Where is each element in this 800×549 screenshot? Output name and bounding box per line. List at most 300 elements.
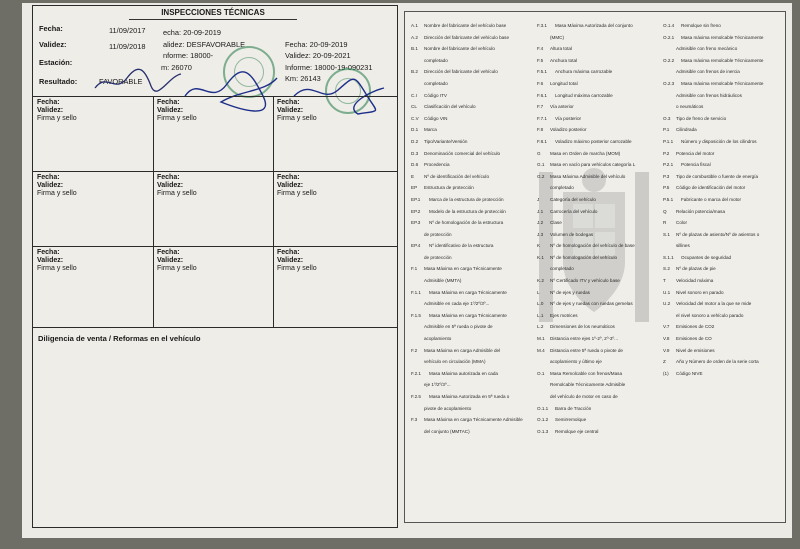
code-entry <box>411 333 523 345</box>
code-id: R <box>663 220 667 226</box>
code-description: Potencia fiscal <box>681 162 711 168</box>
code-id: O.1.3 <box>537 428 549 434</box>
code-description: Masa Máxima en carga Técnicamente Admisible <box>424 417 523 423</box>
code-id: D.2 <box>411 138 419 144</box>
code-entry <box>411 66 523 78</box>
code-description: Voladizo posterior <box>550 127 587 133</box>
code-id: L.2 <box>537 324 544 330</box>
code-description: Masa Remolcable con frenos/Masa <box>550 370 623 376</box>
code-id: F.3.1 <box>537 23 547 28</box>
code-id <box>537 391 550 403</box>
code-description: Color <box>676 220 687 226</box>
code-id <box>411 379 424 391</box>
code-description: Nombre del fabricante del vehículo base <box>424 23 507 28</box>
code-description: Código VIN <box>424 115 448 121</box>
code-description: Remolcable Técnicamente Admisible <box>550 382 626 388</box>
code-entry <box>411 194 523 206</box>
code-description: Número y disposición de los cilindros <box>681 138 757 144</box>
first-estacion-label: Estación: <box>39 58 73 67</box>
code-entry <box>537 90 635 102</box>
code-description: Nº de plazas de asiento/Nº de asientos o <box>676 231 760 237</box>
code-description: Masa Máxima en carga Técnicamente <box>429 312 507 318</box>
code-description: completado <box>550 185 574 191</box>
code-id: C.V <box>411 115 419 121</box>
first-validez-label: Validez: <box>39 40 67 49</box>
code-description: completado <box>424 57 448 63</box>
code-id: M.4 <box>537 347 545 353</box>
code-description: completado <box>550 266 574 272</box>
code-entry <box>537 229 635 241</box>
code-entry <box>411 148 523 160</box>
code-id: F.8.1 <box>537 138 547 144</box>
second-informe: nforme: 18000- <box>163 51 214 60</box>
code-entry <box>537 171 635 183</box>
code-entry <box>411 403 523 415</box>
code-id <box>663 101 676 113</box>
cell-r3-c2: Fecha: Validez: Firma y sello <box>157 249 197 272</box>
code-description: Fabricante o marca del motor <box>681 196 741 202</box>
code-description: Nº Certificado ITV y vehículo base <box>550 278 620 284</box>
code-id: O.2.2 <box>663 57 675 63</box>
code-entry <box>663 287 763 299</box>
code-description: Ejes motrices <box>550 312 578 318</box>
code-description: el nivel sonoro a vehículo parado <box>676 312 744 318</box>
code-id: K <box>537 243 541 249</box>
code-entry <box>537 194 635 206</box>
code-entry <box>537 298 635 310</box>
code-entry <box>537 32 635 44</box>
code-entry <box>663 124 763 136</box>
code-description: Masa máxima remolcable Técnicamente <box>681 80 764 86</box>
code-entry <box>663 252 763 264</box>
code-description: completado <box>424 80 448 86</box>
code-entry <box>663 263 763 275</box>
code-entry <box>663 240 763 252</box>
code-entry <box>411 298 523 310</box>
code-id: F.2.5 <box>411 394 421 399</box>
code-id <box>663 43 676 55</box>
codes-column-2 <box>537 20 635 437</box>
code-description: Distancia entre ejes 1º-2º, 2º-3º... <box>550 336 618 342</box>
code-entry <box>411 345 523 357</box>
code-id: O.1.4 <box>663 23 675 28</box>
code-description: Anchura total <box>550 57 578 63</box>
code-description: Nº de homologación del vehículo <box>550 254 618 260</box>
code-entry <box>411 206 523 218</box>
code-description: Remolque sin freno <box>681 23 721 28</box>
code-description: Emisiones de CO <box>676 336 712 342</box>
code-entry <box>411 356 523 368</box>
code-id: D.3 <box>411 150 419 156</box>
code-description: Masa Máxima en carga Admisible del <box>424 347 501 353</box>
code-id: F.8 <box>537 127 544 133</box>
code-entry <box>411 217 523 229</box>
code-id <box>411 275 424 287</box>
code-description: Estructura de protección <box>424 185 474 191</box>
code-entry <box>537 310 635 322</box>
code-id <box>537 356 550 368</box>
code-id <box>411 403 424 415</box>
code-id: U.2 <box>663 301 671 307</box>
code-description: de protección <box>424 254 452 260</box>
code-id <box>537 182 550 194</box>
code-id <box>411 298 424 310</box>
second-validez: alidez: DESFAVORABLE <box>163 40 246 49</box>
code-description: Nº de homologación del vehículo de base <box>550 243 635 249</box>
code-id: T <box>663 278 666 284</box>
code-description: Masa Máxima Autorizada del conjunto <box>555 23 633 28</box>
cell-r2-c1: Fecha: Validez: Firma y sello <box>37 174 77 197</box>
code-description: Nombre del fabricante del vehículo <box>424 46 495 52</box>
code-id: F.6 <box>537 80 544 86</box>
code-entry <box>537 206 635 218</box>
code-description: Código NIVE <box>676 370 703 376</box>
codes-column-1 <box>411 20 523 437</box>
code-description: Velocidad del motor a la que se mide <box>676 301 752 307</box>
code-id: J.2 <box>537 220 544 226</box>
code-entry <box>537 124 635 136</box>
code-description: Admisible con freno mecánico <box>676 46 738 52</box>
code-description: del conjunto (MMTAC) <box>424 428 470 434</box>
code-entry <box>411 101 523 113</box>
code-description: acoplamiento <box>424 336 452 342</box>
code-entry <box>411 229 523 241</box>
code-id: O.3 <box>663 115 671 121</box>
code-entry <box>537 159 635 171</box>
code-id: G.2 <box>537 173 545 179</box>
code-entry <box>663 136 763 148</box>
code-entry <box>537 321 635 333</box>
code-entry <box>537 78 635 90</box>
code-id: U.1 <box>663 289 671 295</box>
code-entry <box>411 43 523 55</box>
code-description: Cilindrada <box>676 127 697 133</box>
code-entry <box>411 321 523 333</box>
code-description: Nº de identificación del vehículo <box>424 173 490 179</box>
code-id: B.1 <box>411 46 418 52</box>
code-description: Tipo/Variante/Versión <box>424 138 468 144</box>
code-description: Código ITV <box>424 92 447 98</box>
code-description: Velocidad máxima <box>676 278 714 284</box>
code-id: L <box>537 289 540 295</box>
code-description: Admisible (MMTA) <box>424 278 462 284</box>
code-entry <box>537 368 635 380</box>
cell-r2-c2: Fecha: Validez: Firma y sello <box>157 174 197 197</box>
second-km: m: 26070 <box>161 63 192 72</box>
code-entry <box>663 194 763 206</box>
code-description: Nivel sonoro en parado <box>676 289 724 295</box>
code-id: G <box>537 150 541 156</box>
code-id: EP.1 <box>411 196 421 202</box>
code-description: Código de identificación del motor <box>676 185 746 191</box>
code-entry <box>663 159 763 171</box>
code-id: EP.2 <box>411 208 421 214</box>
code-entry <box>537 113 635 125</box>
code-id: M.1 <box>537 336 545 342</box>
code-entry <box>663 55 763 67</box>
code-entry <box>663 182 763 194</box>
code-description: Dirección del fabricante del vehículo <box>424 69 498 75</box>
code-entry <box>411 263 523 275</box>
code-entry <box>537 252 635 264</box>
code-description: Nº de ejes y ruedas <box>550 289 590 295</box>
first-validez-value: 11/09/2018 <box>109 42 146 51</box>
code-description: Distancia entre 5ª rueda o pivote de <box>550 347 623 353</box>
code-description: Volumen de bodegas <box>550 231 594 237</box>
code-description: Dirección del fabricante del vehículo base <box>424 34 510 40</box>
code-id: B.2 <box>411 69 418 75</box>
code-id: P.5 <box>663 185 670 191</box>
code-entry <box>537 345 635 357</box>
code-entry <box>537 414 635 426</box>
codes-panel <box>404 11 786 523</box>
code-entry <box>537 182 635 194</box>
code-description: pivote de acoplamiento <box>424 405 472 411</box>
code-entry <box>537 391 635 403</box>
code-id: F.7.1 <box>537 115 547 121</box>
code-description: Masa Máxima autorizada en cada <box>429 370 498 376</box>
code-description: Ocupantes de seguridad <box>681 254 732 260</box>
code-description: Remolque eje central <box>555 428 599 434</box>
code-id: D.6 <box>411 162 419 168</box>
code-entry <box>411 368 523 380</box>
code-entry <box>663 113 763 125</box>
code-entry <box>537 287 635 299</box>
code-description: Modelo de la estructura de protección <box>429 208 506 214</box>
code-id <box>663 310 676 322</box>
code-id: F.4 <box>537 46 544 52</box>
code-description: Masa en vacío para vehículos categoría L <box>550 162 636 168</box>
code-description: Emisiones de CO2 <box>676 324 715 330</box>
third-fecha: Fecha: 20-09-2019 <box>285 40 348 49</box>
signature-one <box>93 66 183 96</box>
code-id: L.1 <box>537 312 544 318</box>
code-description: acoplamiento y último eje <box>550 359 602 365</box>
code-entry <box>663 333 763 345</box>
code-entry <box>411 182 523 194</box>
code-id: J.1 <box>537 208 544 214</box>
code-description: Admisible en cada eje 1º/2º/3º... <box>424 301 490 307</box>
code-description: Marca <box>424 127 437 133</box>
code-entry <box>411 426 523 438</box>
code-entry <box>537 275 635 287</box>
code-description: Longitud total <box>550 80 578 86</box>
code-entry <box>663 20 763 32</box>
code-entry <box>411 240 523 252</box>
code-description: de protección <box>424 231 452 237</box>
code-description: Marca de la estructura de protección <box>429 196 504 202</box>
code-description: Denominación comercial del vehículo <box>424 150 501 156</box>
first-resultado-label: Resultado: <box>39 77 78 86</box>
code-id: D.1 <box>411 127 419 133</box>
cell-r3-c1: Fecha: Validez: Firma y sello <box>37 249 77 272</box>
cell-r2-c3: Fecha: Validez: Firma y sello <box>277 174 317 197</box>
code-id: F.5 <box>537 57 544 63</box>
code-id: Z <box>663 359 666 365</box>
code-description: Voladizo máximo posterior carrozable <box>555 138 632 144</box>
code-id <box>537 32 550 44</box>
code-description: eje 1º/2º/3º... <box>424 382 451 388</box>
code-id <box>411 78 424 90</box>
code-entry <box>411 391 523 403</box>
code-id: F.2.1 <box>411 370 421 376</box>
code-id <box>537 263 550 275</box>
code-id <box>411 321 424 333</box>
code-entry <box>411 124 523 136</box>
code-id <box>537 379 550 391</box>
code-description: Masa máxima remolcable Técnicamente <box>681 34 764 40</box>
code-entry <box>537 333 635 345</box>
code-id: F.1 <box>411 266 418 272</box>
code-id: O.2.3 <box>663 80 675 86</box>
code-id: F.1.1 <box>411 289 421 295</box>
code-id <box>411 55 424 67</box>
code-id: P.1 <box>663 127 670 133</box>
code-entry <box>537 403 635 415</box>
cell-r1-c1: Fecha: Validez: Firma y sello <box>37 99 77 122</box>
code-entry <box>411 113 523 125</box>
code-description: Semirremolque <box>555 417 587 423</box>
code-id: A.2 <box>411 34 418 40</box>
code-entry <box>537 356 635 368</box>
code-id: F.2 <box>411 347 418 353</box>
code-id: CL <box>411 104 417 110</box>
third-informe: Informe: 18000-19-090231 <box>285 63 373 72</box>
code-entry <box>663 78 763 90</box>
code-entry <box>537 148 635 160</box>
code-description: sillines <box>676 243 690 249</box>
code-entry <box>663 171 763 183</box>
code-description: Masa Máxima en carga Técnicamente <box>424 266 502 272</box>
third-km: Km: 26143 <box>285 74 321 83</box>
code-description: Altura total <box>550 46 572 52</box>
code-id: S.1 <box>663 231 670 237</box>
code-description: Dimensiones de los neumáticos <box>550 324 615 330</box>
code-entry <box>663 206 763 218</box>
code-entry <box>663 356 763 368</box>
code-entry <box>411 159 523 171</box>
code-id: EP.3 <box>411 220 421 226</box>
third-validez: Validez: 20-09-2021 <box>285 51 351 60</box>
code-entry <box>411 20 523 32</box>
code-entry <box>663 368 763 380</box>
code-id: K.2 <box>537 278 544 284</box>
code-id: F.5.1 <box>537 69 547 75</box>
code-id: K.1 <box>537 254 544 260</box>
code-description: Masa Máxima Admisible del vehículo <box>550 173 626 179</box>
code-entry <box>411 32 523 44</box>
code-id: EP.4 <box>411 243 421 249</box>
code-description: Año y Número de orden de la serie corta <box>676 359 759 365</box>
code-entry <box>663 298 763 310</box>
code-entry <box>537 240 635 252</box>
code-id: A.1 <box>411 23 418 28</box>
code-entry <box>663 229 763 241</box>
cell-r1-c3: Fecha: Validez: Firma y sello <box>277 99 317 122</box>
code-id: J <box>537 196 540 202</box>
code-entry <box>411 379 523 391</box>
code-entry <box>663 310 763 322</box>
code-entry <box>663 321 763 333</box>
code-description: Potencia del motor <box>676 150 715 156</box>
code-id: E <box>411 173 415 179</box>
code-entry <box>663 43 763 55</box>
cell-r1-c2: Fecha: Validez: Firma y sello <box>157 99 197 122</box>
code-id <box>663 66 676 78</box>
code-entry <box>663 275 763 287</box>
code-id: O.1.2 <box>537 417 549 423</box>
code-id: Q <box>663 208 667 214</box>
code-id: V.8 <box>663 336 670 342</box>
diligencia-title: Diligencia de venta / Reformas en el vehículo <box>38 334 201 343</box>
code-id: P.1.1 <box>663 138 674 144</box>
code-entry <box>663 90 763 102</box>
code-id: L.0 <box>537 301 544 307</box>
code-description: Masa máxima remolcable Técnicamente <box>681 57 764 63</box>
inspections-panel <box>32 5 398 528</box>
code-entry <box>663 101 763 113</box>
code-description: Carrocería del vehículo <box>550 208 598 214</box>
code-id <box>663 240 676 252</box>
code-entry <box>411 78 523 90</box>
code-description: Clase <box>550 220 562 226</box>
code-id: O.1.1 <box>537 405 549 411</box>
code-entry <box>663 66 763 78</box>
code-description: Tipo de combustible o fuente de energía <box>676 173 759 179</box>
code-description: Barra de Tracción <box>555 405 592 411</box>
code-entry <box>411 252 523 264</box>
code-entry <box>411 275 523 287</box>
code-id: S.1.1 <box>663 254 674 260</box>
code-entry <box>411 136 523 148</box>
code-id: P.3 <box>663 173 670 179</box>
code-id: O.1 <box>537 370 545 376</box>
code-description: Masa Máxima Autorizada en 5ª rueda o <box>429 394 510 399</box>
code-description: Categoría del vehículo <box>550 196 596 202</box>
code-description: Admisible con frenos de inercia <box>676 69 740 75</box>
code-id <box>411 356 424 368</box>
code-entry <box>537 217 635 229</box>
code-id <box>411 426 424 438</box>
inspections-title: INSPECCIONES TÉCNICAS <box>129 8 297 20</box>
code-id: J.3 <box>537 231 544 237</box>
code-description: Nº de ejes y ruedas con ruedas gemelas <box>550 301 633 307</box>
code-id: C.I <box>411 92 417 98</box>
code-entry <box>537 43 635 55</box>
code-entry <box>411 171 523 183</box>
code-id <box>663 90 676 102</box>
code-id: EP <box>411 185 418 191</box>
code-entry <box>411 310 523 322</box>
code-entry <box>663 32 763 44</box>
code-entry <box>663 148 763 160</box>
first-fecha-value: 11/09/2017 <box>109 26 146 35</box>
code-description: Nº de plazas de pie <box>676 266 716 272</box>
code-id: G.1 <box>537 162 545 168</box>
code-id: P.2 <box>663 150 670 156</box>
inspection-sheet <box>22 3 792 538</box>
code-entry <box>411 287 523 299</box>
code-description: Nº de homologación de la estructura <box>429 220 504 226</box>
code-description: o neumáticos <box>676 104 704 110</box>
second-fecha: echa: 20-09-2019 <box>163 28 221 37</box>
code-description: Clasificación del vehículo <box>424 104 476 110</box>
first-resultado-value: FAVORABLE <box>99 77 143 86</box>
code-id: O.2.1 <box>663 34 675 40</box>
code-id: (1) <box>663 370 669 376</box>
code-entry <box>411 55 523 67</box>
code-description: Masa en Orden de marcha (MOM) <box>550 150 621 156</box>
